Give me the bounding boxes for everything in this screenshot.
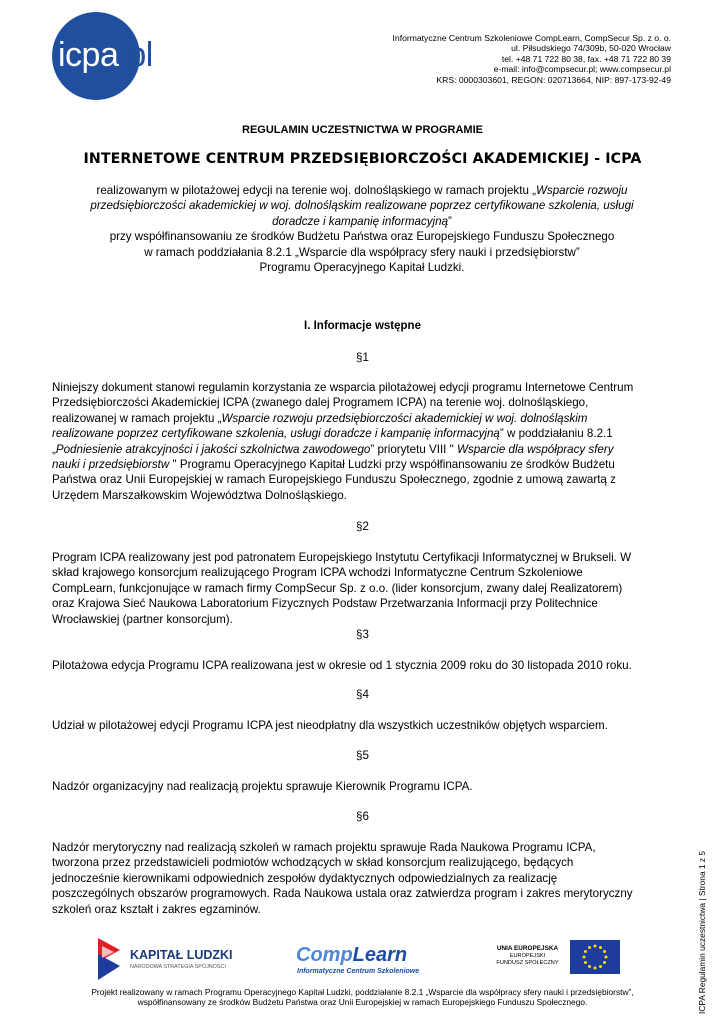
eu-star-icon xyxy=(594,945,597,948)
text-line: Urzędem Marszałkowskim Województwa Dolnośląskiego. xyxy=(52,488,347,502)
text-line: Niniejszy dokument stanowi regulamin korzystania ze wsparcia pilotażowej edycji programu Internetowe Centrum xyxy=(52,381,634,394)
eu-star-icon xyxy=(594,967,597,970)
paragraph-5 xyxy=(52,779,677,794)
kapital-ludzki-logo xyxy=(96,936,236,982)
paragraph-6 xyxy=(52,840,677,917)
paragraph-mark: §2 xyxy=(356,520,369,533)
company-line: e-mail: info@compsecur.pl; www.compsecur.pl xyxy=(493,64,671,75)
eu-star-icon xyxy=(588,946,591,949)
text-line: tworzona przez przedstawicieli podmiotów wchodzących w skład konsorcjum realizującego, będących xyxy=(52,856,574,870)
eu-star-icon xyxy=(603,950,606,953)
company-info xyxy=(251,33,671,85)
text-italic: Wsparcie dla współpracy sfery xyxy=(456,442,614,456)
complearn-comp: Comp xyxy=(296,944,353,966)
paragraph-3 xyxy=(52,658,677,673)
program-title: INTERNETOWE CENTRUM PRZEDSIĘBIORCZOŚCI AKADEMICKIEJ - ICPA xyxy=(83,151,642,167)
complearn-logo xyxy=(296,944,436,984)
logo-main-text: icpa xyxy=(58,36,119,74)
complearn-learn: Learn xyxy=(352,944,408,966)
paragraph-mark: §4 xyxy=(356,688,369,701)
text-line: Państwa oraz Unii Europejskiej w ramach Europejskiego Funduszu Społecznego, zgodnie z umową zawartą z xyxy=(52,473,616,487)
complearn-sub: Informatyczne Centrum Szkoleniowe xyxy=(297,968,420,975)
footer-note xyxy=(0,987,725,1007)
paragraph-mark: §1 xyxy=(356,351,369,364)
eu-title: UNIA EUROPEJSKA xyxy=(496,945,559,952)
eu-star-icon xyxy=(584,950,587,953)
intro-italic: Wsparcie rozwoju xyxy=(535,184,628,197)
eu-line: EUROPEJSKI xyxy=(509,952,546,959)
text-line: Przedsiębiorczości Akademickiej ICPA (zwanego dalej Programem ICPA) na terenie woj. dolnośląskiego, xyxy=(52,396,589,410)
text-line: Pilotażowa edycja Programu ICPA realizowana jest w okresie od 1 stycznia 2009 roku do 30 listopada 2010 roku. xyxy=(52,659,632,672)
eu-star-icon xyxy=(583,956,586,959)
paragraph-mark: §6 xyxy=(356,810,369,823)
text-line: ” priorytetu VIII " xyxy=(370,442,457,456)
eu-star-icon xyxy=(588,965,591,968)
eu-logo xyxy=(490,940,620,980)
intro-line: realizowanym w pilotażowej edycji na terenie woj. dolnośląskiego w ramach projektu „ xyxy=(96,184,536,197)
eu-flag-icon xyxy=(570,940,620,974)
text-line: Nadzór organizacyjny nad realizacją projektu sprawuje Kierownik Programu ICPA. xyxy=(52,780,473,793)
text-line: skład krajowego konsorcjum realizującego Program ICPA wchodzi Informatyczne Centrum Szkoleniowe xyxy=(52,566,583,580)
text-italic: Wsparcie rozwoju przedsiębiorczości akademickiej w woj. dolnośląskim xyxy=(221,411,588,425)
text-line: CompLearn, funkcjonujące w ramach firmy CompSecur Sp. z o.o. (lider konsorcjum, zwany dalej Realizatorem) xyxy=(52,581,623,595)
intro-text xyxy=(52,183,672,275)
company-line: Informatyczne Centrum Szkoleniowe CompLearn, CompSecur Sp. z o. o. xyxy=(392,33,671,43)
text-line: Wrocławskiej (partner konsorcjum). xyxy=(52,612,233,626)
paragraph-4 xyxy=(52,718,677,733)
intro-italic: przedsiębiorczości akademickiej w woj. dolnośląskim realizowane poprzez certyfikowane szkolenia, usługi xyxy=(90,199,634,213)
eu-star-icon xyxy=(603,961,606,964)
icpa-logo xyxy=(58,36,153,75)
intro-line: Programu Operacyjnego Kapitał Ludzki. xyxy=(259,261,465,275)
eu-star-icon xyxy=(605,956,608,959)
company-line: tel. +48 71 722 80 38, fax. +48 71 722 80 39 xyxy=(501,53,671,64)
intro-line: przy współfinansowaniu ze środków Budżetu Państwa oraz Europejskiego Funduszu Społecznego xyxy=(109,230,615,244)
text-line: „ xyxy=(52,442,56,456)
eu-star-icon xyxy=(599,946,602,949)
intro-italic: doradcze i kampanię informacyjną xyxy=(272,214,449,228)
text-line: oraz Krajowa Sieć Naukowa Laboratorium Fizycznych Podstaw Przetwarzania Informacji przy Politechnice xyxy=(52,597,598,611)
page-footer-side: ICPA Regulamin uczestnictwa | Strona 1 z 5 xyxy=(697,850,707,1014)
text-italic: realizowane poprzez certyfikowane szkolenia, usługi doradcze i kampanię informacyjną xyxy=(52,427,500,441)
text-line: realizowanej w ramach projektu „ xyxy=(52,411,222,425)
text-italic: nauki i przedsiębiorstw xyxy=(52,458,170,472)
intro-line: ” xyxy=(448,214,452,228)
kapital-ludzki-flag-icon xyxy=(96,936,122,982)
eu-text xyxy=(490,945,565,968)
regulation-title: REGULAMIN UCZESTNICTWA W PROGRAMIE xyxy=(242,124,483,136)
eu-star-icon xyxy=(584,961,587,964)
text-line: Nadzór merytoryczny nad realizacją szkoleń w ramach projektu sprawuje Rada Naukowa Programu ICPA, xyxy=(52,841,596,854)
paragraph-mark: §5 xyxy=(356,749,369,762)
text-line: Udział w pilotażowej edycji Programu ICPA jest nieodpłatny dla wszystkich uczestników objętych wsparciem. xyxy=(52,719,608,732)
text-line: " Programu Operacyjnego Kapitał Ludzki przy współfinansowaniu ze środków Budżetu xyxy=(169,458,615,472)
text-italic: Podniesienie atrakcyjności i jakości szkolnictwa zawodowego xyxy=(55,442,371,456)
company-line: KRS: 0000303601, REGON: 020713664, NIP: 897-173-92-49 xyxy=(436,74,671,85)
footer-line: Projekt realizowany w ramach Programu Operacyjnego Kapitał Ludzki, poddziałanie 8.2.1 „Wsparcie dla współpracy sfery nauki i przedsiębiorstw”, xyxy=(91,987,634,997)
intro-line: w ramach poddziałania 8.2.1 „Wsparcie dla współpracy sfery nauki i przedsiębiorstw” xyxy=(144,245,580,259)
eu-line: FUNDUSZ SPOŁECZNY xyxy=(496,960,559,967)
logo-tail-text: .pl xyxy=(118,36,153,74)
text-line: jednocześnie kierownikami odpowiednich zespołów dydaktycznych odpowiedzialnych za realizację xyxy=(52,871,558,885)
text-line: Program ICPA realizowany jest pod patronatem Europejskiego Instytutu Certyfikacji Informatycznej w Brukseli. W xyxy=(52,551,632,564)
paragraph-2 xyxy=(52,550,677,627)
paragraph-1 xyxy=(52,380,677,503)
kapital-ludzki-name: KAPITAŁ LUDZKI xyxy=(130,948,233,962)
complearn-name xyxy=(296,944,407,967)
text-line: szkoleń oraz kształt i zakres egzaminów. xyxy=(52,902,261,916)
text-line: ” w poddziałaniu 8.2.1 xyxy=(499,427,613,441)
eu-star-icon xyxy=(599,965,602,968)
section-heading: I. Informacje wstępne xyxy=(304,320,421,332)
footer-line: współfinansowany ze środków Budżetu Państwa oraz Unii Europejskiej w ramach Europejskiego Funduszu Społecznego. xyxy=(137,997,588,1008)
kapital-ludzki-sub: NARODOWA STRATEGIA SPÓJNOŚCI xyxy=(130,964,226,970)
paragraph-mark: §3 xyxy=(356,628,369,641)
company-line: ul. Piłsudskiego 74/309b, 50-020 Wrocław xyxy=(511,43,671,54)
text-line: poszczególnych obszarów programowych. Rada Naukowa ustala oraz zatwierdza program i zakres merytoryczny xyxy=(52,887,633,901)
